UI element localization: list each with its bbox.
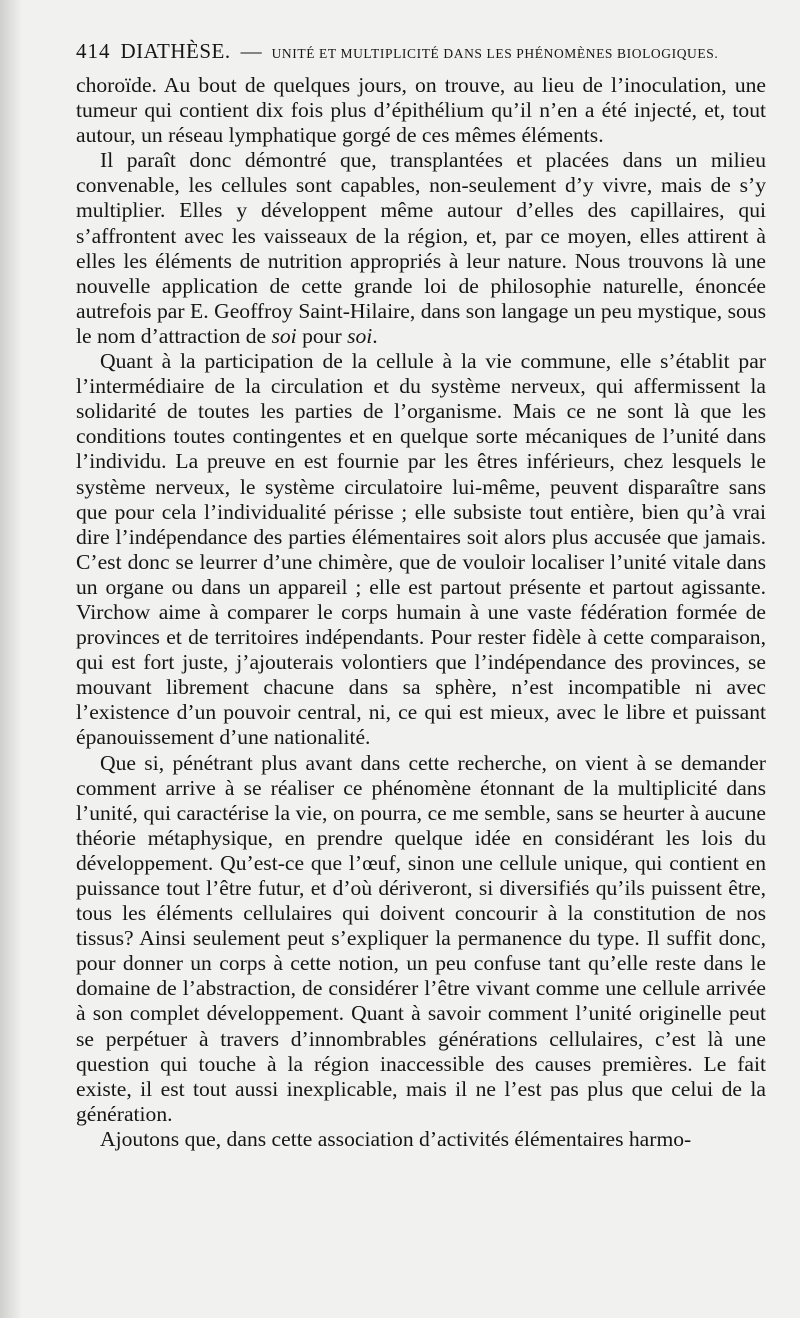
running-head: [76, 38, 766, 67]
page-number: 414: [76, 39, 111, 63]
running-head-subtitle: UNITÉ ET MULTIPLICITÉ DANS LES PHÉNOMÈNES BIOLOGIQUES.: [271, 46, 719, 61]
running-head-title: DIATHÈSE.: [120, 39, 231, 63]
italic-term-soi: soi: [347, 323, 373, 348]
paragraph-1: choroïde. Au bout de quelques jours, on trouve, au lieu de l’inoculation, une tumeur qui contient dix fois plus d’épithélium qu’il n’en a été injecté, et, tout autour, un réseau lymphatique gorgé de ces mêmes éléments.: [76, 73, 766, 148]
paragraph-2: [76, 148, 766, 349]
italic-term-soi: soi: [271, 323, 297, 348]
paragraph-2-text-middle: pour: [296, 323, 348, 348]
paragraph-4: Que si, pénétrant plus avant dans cette recherche, on vient à se demander comment arrive à se réaliser ce phénomène étonnant de la multiplicité dans l’unité, qui caractérise la vie, on pourra, ce me semble, sans se heurter à aucune théorie métaphysique, en prendre quelque idée en considérant les lois du développement. Qu’est-ce que l’œuf, sinon une cellule unique, qui contient en puissance tout l’être futur, et d’où dériveront, si diversifiés qu’ils puissent être, tous les éléments cellulaires qui doivent concourir à la constitution de nos tissus? Ainsi seulement peut s’expliquer la permanence du type. Il suffit donc, pour donner un corps à cette notion, un peu confuse tant qu’elle reste dans le domaine de l’abstraction, de considérer l’être vivant comme une cellule arrivée à son complet développement. Quant à savoir comment l’unité originelle peut se perpétuer à travers d’innombrables générations cellulaires, c’est là une question qui touche à la région inaccessible des causes premières. Le fait existe, il est tout aussi inexplicable, mais il ne l’est pas plus que celui de la génération.: [76, 750, 766, 1126]
paragraph-2-text: Il paraît donc démontré que, transplantées et placées dans un milieu convenable, les cellules sont capables, non-seulement d’y vivre, mais de s’y multiplier. Elles y développent même autour d’elles des capillaires, qui s’affrontent avec les vaisseaux de la région, et, par ce moyen, elles attirent à elles les éléments de nutrition appropriés à leur nature. Nous trouvons là une nouvelle application de cette grande loi de philosophie naturelle, énoncée autrefois par E. Geoffroy Saint-Hilaire, dans son langage un peu mystique, sous le nom d’attraction de: [76, 148, 766, 348]
gutter-shadow: [0, 0, 22, 1318]
paragraph-3: Quant à la participation de la cellule à la vie commune, elle s’établit par l’intermédiaire de la circulation et du système nerveux, qui affermissent la solidarité de toutes les parties de l’organisme. Mais ce ne sont là que les conditions toutes contingentes et en quelque sorte mécaniques de l’unité dans l’individu. La preuve en est fournie par les êtres inférieurs, chez lesquels le système nerveux, le système circulatoire lui-même, peuvent disparaître sans que pour cela l’individualité périsse ; elle subsiste tout entière, bien qu’à vrai dire l’indépendance des parties élémentaires soit alors plus accusée que jamais. C’est donc se leurrer d’une chimère, que de vouloir localiser l’unité vitale dans un organe ou dans un appareil ; elle est partout présente et partout agissante. Virchow aime à comparer le corps humain à une vaste fédération formée de provinces et de territoires indépendants. Pour rester fidèle à cette comparaison, qui est fort juste, j’ajouterais volontiers que l’indépendance des provinces, se mouvant librement chacune dans sa sphère, n’est incompatible ni avec l’existence d’un pouvoir central, ni, ce qui est mieux, avec le libre et puissant épanouissement d’une nationalité.: [76, 349, 766, 750]
running-head-separator: —: [240, 39, 262, 63]
paragraph-2-text-end: .: [372, 323, 378, 348]
paragraph-5: Ajoutons que, dans cette association d’activités élémentaires harmo-: [100, 1126, 692, 1151]
body-text: [76, 73, 766, 1152]
